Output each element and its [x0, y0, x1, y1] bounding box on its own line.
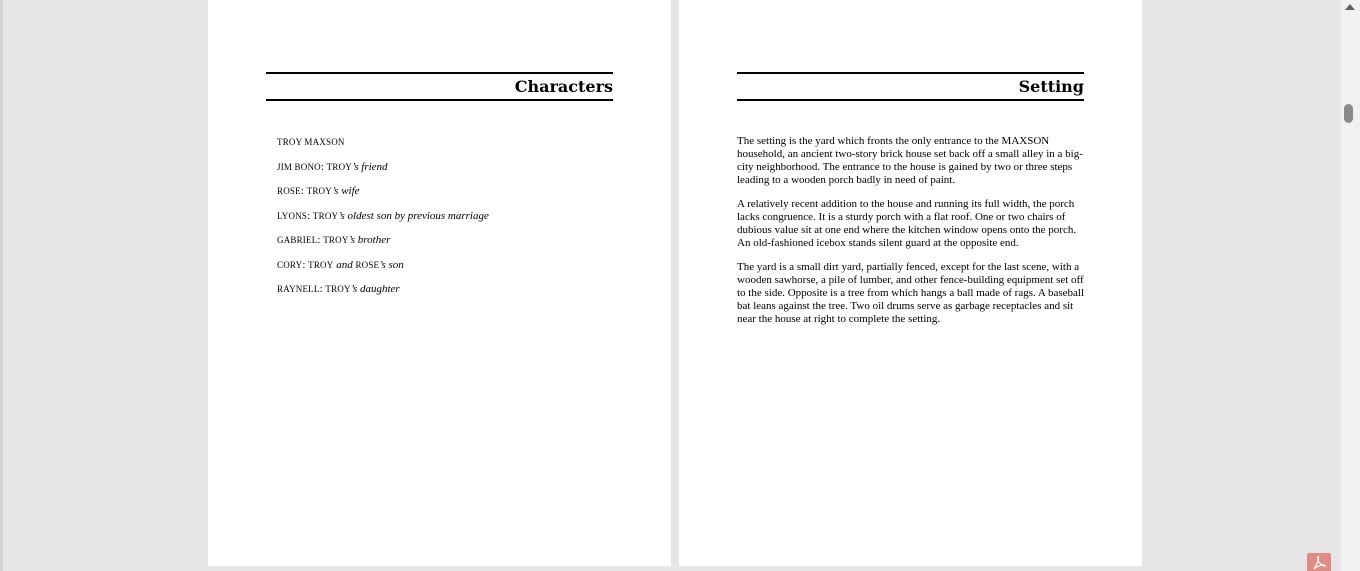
page-characters	[208, 0, 671, 566]
character-row	[277, 135, 489, 160]
setting-paragraph: The yard is a small dirt yard, partially fenced, except for the last scene, with a wooden sawhorse, a pile of lumber, and other fence-building equipment set off to the side. Opposite is a tree from which hangs a ball made of rags. A baseball bat leans against the tree. Two oil drums serve as garbage receptacles and sit near the house at right to complete the setting.	[737, 261, 1085, 325]
character-separator: :	[300, 185, 307, 197]
character-name: RAYNELL	[277, 284, 320, 294]
characters-heading: Characters	[514, 77, 613, 96]
character-row	[277, 209, 489, 234]
character-description: ’s daughter	[350, 283, 400, 295]
setting-paragraph: A relatively recent addition to the house and running its full width, the porch lacks congruence. It is a sturdy porch with a flat roof. One or two chairs of dubious value sit at one end where the kitchen window opens onto the porch. An old-fashioned icebox stands silent guard at the opposite end.	[737, 198, 1077, 249]
character-row	[277, 258, 489, 283]
character-name: CORY	[277, 259, 303, 270]
scroll-up-arrow-icon[interactable]	[1345, 4, 1355, 10]
character-relation: TROY	[323, 235, 349, 245]
character-row	[277, 160, 489, 185]
setting-heading: Setting	[1018, 77, 1084, 96]
setting-text	[737, 135, 1087, 337]
character-row	[277, 282, 489, 307]
character-name: GABRIEL	[277, 235, 318, 245]
character-separator: :	[320, 160, 327, 173]
character-description: ’s wife	[331, 185, 360, 197]
acrobat-pdf-icon[interactable]	[1307, 553, 1331, 571]
character-name: LYONS	[277, 210, 308, 221]
character-list	[277, 135, 489, 307]
setting-paragraph: The setting is the yard which fronts the only entrance to the MAXSON household, an ancient two-story brick house set back off a small alley in a big-city neighborhood. The entrance to the house is gained by two or three steps leading to a wooden porch badly in need of paint.	[737, 135, 1083, 186]
character-description: ’s friend	[351, 160, 388, 173]
character-separator: :	[307, 209, 313, 222]
character-relation: TROY	[325, 284, 351, 294]
characters-heading-block	[266, 72, 613, 101]
character-description: ’s brother	[348, 234, 391, 246]
character-relation: TROY	[312, 210, 339, 221]
character-relation-2: ROSE	[355, 259, 380, 270]
character-separator: :	[302, 258, 309, 271]
character-relation: TROY	[306, 186, 332, 196]
character-name: ROSE	[277, 186, 301, 196]
character-name: JIM BONO	[277, 161, 321, 172]
character-relation: TROY	[308, 259, 334, 270]
character-description-mid: and	[333, 258, 356, 271]
character-description: ’s son	[379, 258, 404, 271]
acrobat-glyph-icon	[1311, 555, 1327, 571]
scroll-thumb[interactable]	[1344, 104, 1353, 123]
character-separator: :	[319, 283, 326, 295]
character-relation: TROY	[326, 161, 352, 172]
character-row	[277, 184, 489, 209]
character-separator: :	[317, 234, 324, 246]
character-name: TROY MAXSON	[277, 137, 345, 147]
character-description: ’s oldest son by previous marriage	[338, 209, 489, 222]
page-setting	[679, 0, 1142, 566]
character-row	[277, 233, 489, 258]
vertical-scrollbar[interactable]	[1341, 0, 1360, 571]
setting-heading-block	[737, 72, 1084, 101]
